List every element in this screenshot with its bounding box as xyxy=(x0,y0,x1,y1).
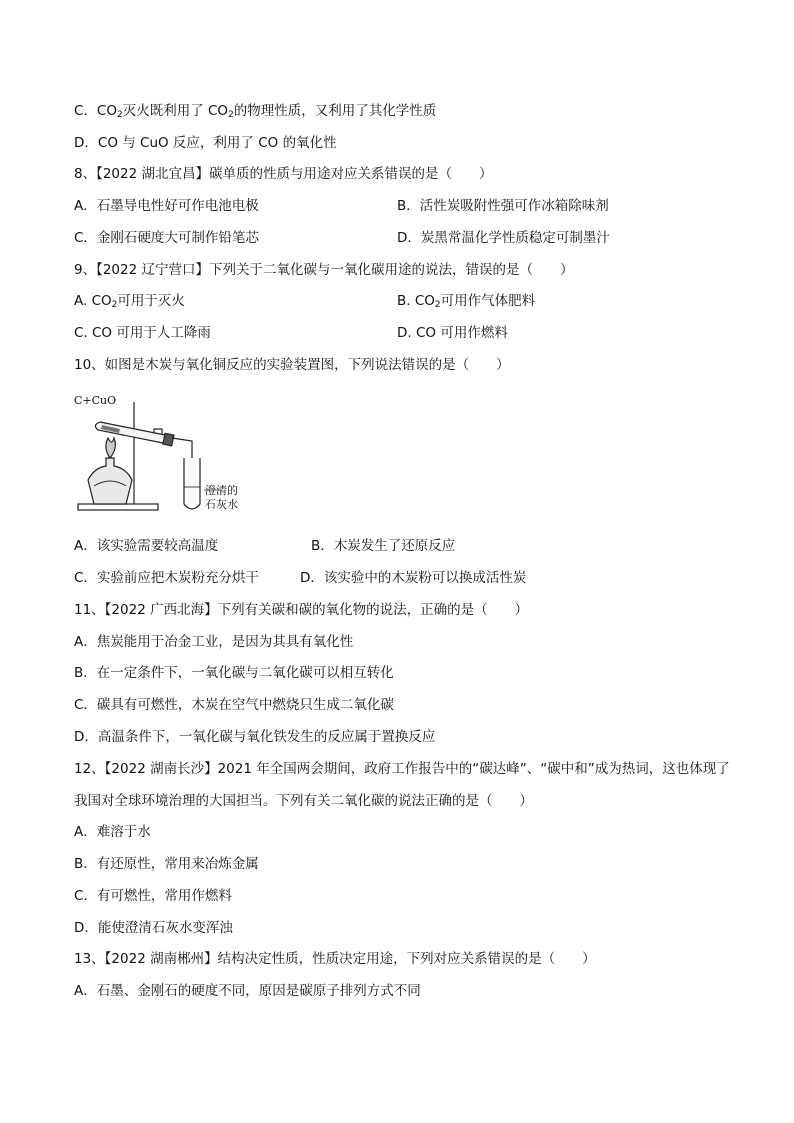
flame xyxy=(106,438,115,458)
q10-option-d: D．该实验中的木炭粉可以换成活性炭 xyxy=(300,570,527,586)
q9-b-text-2: 可用作气体肥料 xyxy=(440,293,536,309)
q9-b-text-1: B. CO xyxy=(397,293,435,309)
q7-c-text-3: 的物理性质，又利用了其化学性质 xyxy=(233,103,437,119)
q12-option-a: A．难溶于水 xyxy=(74,824,151,840)
q7-c-text-1: C．CO xyxy=(74,103,117,119)
q10-option-c: C．实验前应把木炭粉充分烘干 xyxy=(74,570,259,586)
stand-base xyxy=(78,504,158,510)
q10-option-b: B．木炭发生了还原反应 xyxy=(311,538,456,554)
q11-option-c: C．碳具有可燃性，木炭在空气中燃烧只生成二氧化碳 xyxy=(74,697,394,713)
stopper xyxy=(163,433,174,446)
q7-option-d: D．CO 与 CuO 反应，利用了 CO 的氧化性 xyxy=(74,135,337,151)
q9-option-c: C. CO 可用于人工降雨 xyxy=(74,325,211,341)
apparatus-figure xyxy=(72,392,242,518)
q9-stem: 9、【2022 辽宁营口】下列关于二氧化碳与一氧化碳用途的说法，错误的是（ ） xyxy=(74,262,574,278)
q11-stem: 11、【2022 广西北海】下列有关碳和碳的氧化物的说法，正确的是（ ） xyxy=(74,602,529,618)
q8-option-c: C．金刚石硬度大可制作铅笔芯 xyxy=(74,230,259,246)
q7-c-text-2: 灭火既利用了 CO xyxy=(122,103,229,119)
subscript-2: 2 xyxy=(116,110,123,120)
q13-stem: 13、【2022 湖南郴州】结构决定性质，性质决定用途，下列对应关系错误的是（ ） xyxy=(74,951,596,967)
q12-stem-line2: 我国对全球环境治理的大国担当。下列有关二氧化碳的说法正确的是（ ） xyxy=(74,793,533,809)
q8-option-a: A．石墨导电性好可作电池电极 xyxy=(74,198,259,214)
q13-option-a: A．石墨、金刚石的硬度不同，原因是碳原子排列方式不同 xyxy=(74,983,421,999)
q11-option-b: B．在一定条件下，一氧化碳与二氧化碳可以相互转化 xyxy=(74,665,394,681)
q12-option-b: B．有还原性，常用来冶炼金属 xyxy=(74,856,259,872)
q11-option-a: A．焦炭能用于冶金工业，是因为其具有氧化性 xyxy=(74,634,354,650)
q12-stem-line1: 12、【2022 湖南长沙】2021 年全国两会期间，政府工作报告中的“碳达峰”、“碳中和”成为热词，这也体现了 xyxy=(74,761,730,777)
subscript-2: 2 xyxy=(434,300,441,310)
q9-option-a xyxy=(74,291,185,311)
q8-option-d: D．炭黑常温化学性质稳定可制墨汁 xyxy=(397,230,610,246)
q9-a-text-2: 可用于灭火 xyxy=(117,293,185,309)
q8-option-b: B．活性炭吸附性强可作冰箱除味剂 xyxy=(397,198,609,214)
q10-option-a: A．该实验需要较高温度 xyxy=(74,538,219,554)
receiving-tube xyxy=(184,458,200,509)
q11-option-d: D．高温条件下，一氧化碳与氧化铁发生的反应属于置换反应 xyxy=(74,729,436,745)
q10-stem: 10、如图是木炭与氧化铜反应的实验装置图，下列说法错误的是（ ） xyxy=(74,357,510,373)
q9-option-d: D. CO 可用作燃料 xyxy=(397,325,508,341)
q12-option-c: C．有可燃性，常用作燃料 xyxy=(74,888,232,904)
q12-option-d: D．能使澄清石灰水变浑浊 xyxy=(74,920,233,936)
solution-label-line2: 石灰水 xyxy=(205,498,238,511)
subscript-2: 2 xyxy=(228,110,234,120)
q7-option-c xyxy=(74,101,436,121)
reagent-label: C+CuO xyxy=(74,394,117,407)
q9-a-text-1: A. CO xyxy=(74,293,112,309)
subscript-2: 2 xyxy=(111,300,118,310)
q8-stem: 8、【2022 湖北宜昌】碳单质的性质与用途对应关系错误的是（ ） xyxy=(74,166,493,182)
q9-option-b xyxy=(397,291,535,311)
solution-label-line1: 澄清的 xyxy=(205,484,238,497)
